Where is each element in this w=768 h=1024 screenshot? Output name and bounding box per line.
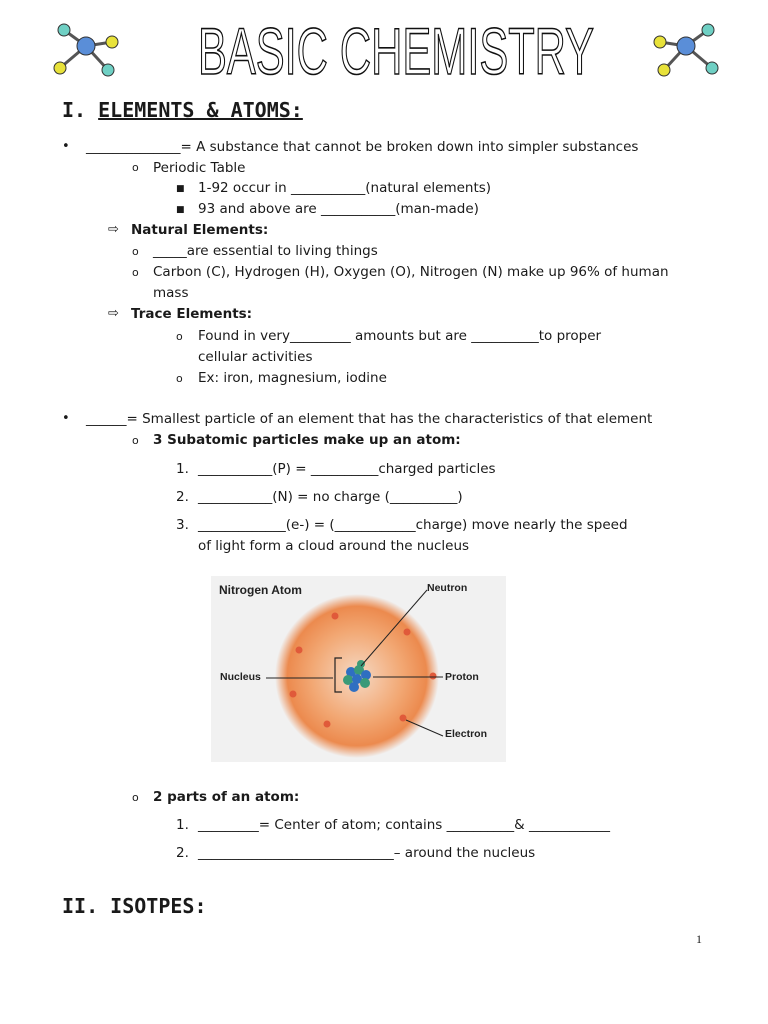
parts-item-1: _________= Center of atom; contains __________& ____________ [198,817,610,833]
page-title-text: BASIC CHEMISTRY [198,14,594,88]
trace-item-1-cont: cellular activities [198,349,313,365]
section-number: II. [62,894,99,918]
section-title: ELEMENTS & ATOMS: [98,98,303,122]
section-heading-2 [62,894,207,918]
page-title [196,14,596,88]
circle-bullet-icon: o [132,266,139,279]
subatomic-heading: 3 Subatomic particles make up an atom: [153,432,461,448]
periodic-table-item-1: 1-92 occur in ___________(natural elements) [198,180,492,196]
subatomic-item-1: ___________(P) = __________charged particles [198,461,496,477]
figure-title: Nitrogen Atom [219,583,302,597]
list-number: 1. [176,817,189,833]
periodic-table: Periodic Table [153,160,246,176]
electron-label: Electron [445,728,488,740]
square-bullet-icon: ■ [176,205,185,215]
circle-bullet-icon: o [132,434,139,447]
natural-elements-heading: Natural Elements: [131,222,269,238]
natural-item-2-cont: mass [153,285,189,301]
section-title: ISOTPES: [110,894,207,918]
circle-bullet-icon: o [132,161,139,174]
atom-definition: ______= Smallest particle of an element that has the characteristics of that element [86,411,653,427]
nitrogen-atom-figure [211,576,506,762]
parts-heading: 2 parts of an atom: [153,789,300,805]
molecule-icon-left [50,22,124,82]
element-definition: ______________= A substance that cannot be broken down into simpler substances [86,139,639,155]
section-heading-1 [62,98,303,122]
list-number: 2. [176,845,189,861]
neutron-label: Neutron [427,582,468,594]
molecule-icon-right [648,22,722,82]
section-number: I. [62,98,87,122]
subatomic-item-3-cont: of light form a cloud around the nucleus [198,538,470,554]
subatomic-item-3: _____________(e-) = (____________charge) move nearly the speed [198,517,628,533]
subatomic-item-2: ___________(N) = no charge (__________) [198,489,463,505]
square-bullet-icon: ■ [176,184,185,194]
proton-label: Proton [445,671,479,683]
bullet-icon: • [62,139,70,154]
arrow-bullet-icon: ⇨ [108,222,119,237]
circle-bullet-icon: o [176,330,183,343]
list-number: 1. [176,461,189,477]
periodic-table-item-2: 93 and above are ___________(man-made) [198,201,479,217]
natural-item-2: Carbon (C), Hydrogen (H), Oxygen (O), Nitrogen (N) make up 96% of human [153,264,669,280]
circle-bullet-icon: o [132,791,139,804]
list-number: 2. [176,489,189,505]
parts-item-2: _____________________________– around the nucleus [198,845,536,861]
circle-bullet-icon: o [132,245,139,258]
trace-item-1: Found in very_________ amounts but are __________to proper [198,328,602,344]
trace-item-2: Ex: iron, magnesium, iodine [198,370,387,386]
page-number: 1 [696,932,702,946]
circle-bullet-icon: o [176,372,183,385]
arrow-bullet-icon: ⇨ [108,306,119,321]
nucleus-label: Nucleus [220,671,261,683]
bullet-icon: • [62,411,70,426]
natural-item-1: _____are essential to living things [153,243,378,259]
list-number: 3. [176,517,189,533]
trace-elements-heading: Trace Elements: [131,306,253,322]
